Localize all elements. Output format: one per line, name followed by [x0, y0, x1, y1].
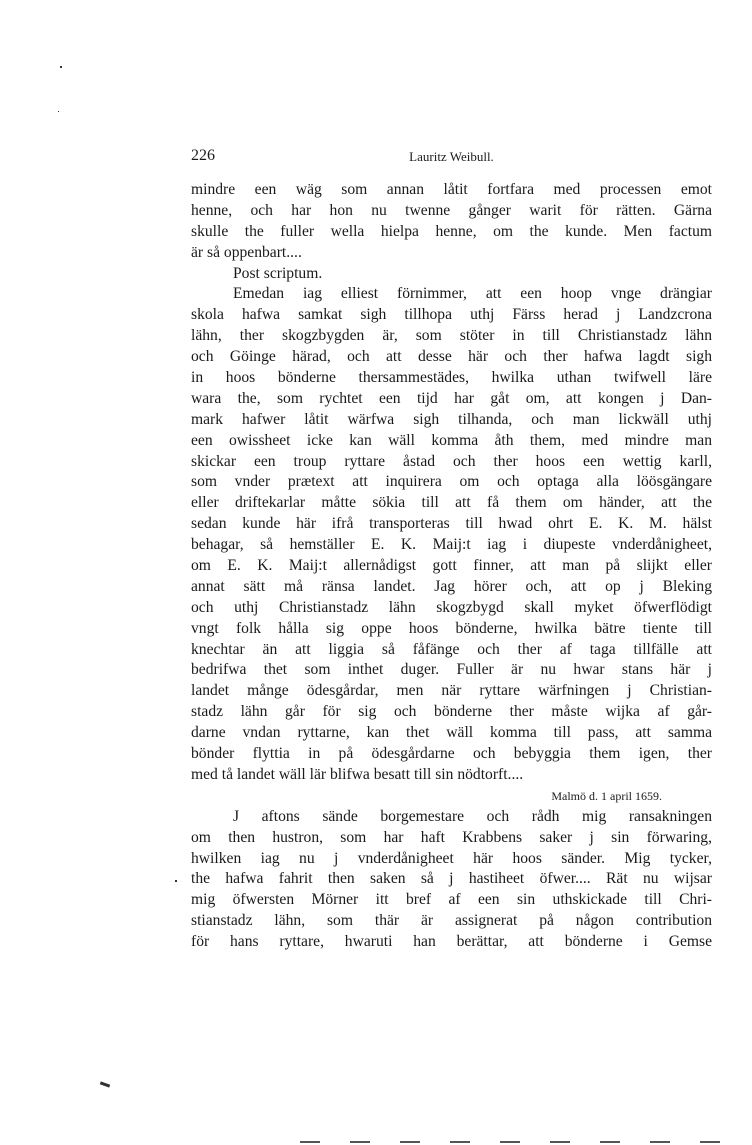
text-line: annat sätt må ränsa landet. Jag hörer och, att op j Bleking	[191, 577, 712, 595]
text-line: henne, och har hon nu twenne gånger warit för rätten. Gärna	[191, 201, 712, 219]
text-line: bönder flyttia in på ödesgårdarne och bebyggia them igen, ther	[191, 745, 712, 763]
text-line: stianstadz lähn, som thär är assignerat på någon contribution	[191, 912, 712, 930]
text-line: hwilken iag nu j vnderdånigheet här hoos sänder. Mig tycker,	[191, 849, 712, 867]
body-text	[191, 180, 712, 953]
text-line: wara the, som rychtet een tijd har gåt om, att kongen j Dan-	[191, 389, 712, 407]
text-line: knechtar än att liggia så fåfänge och ther af taga tillfälle att	[191, 640, 712, 658]
text-line: stadz lähn går för sig och bönderne ther måste wijka af går-	[191, 703, 712, 721]
text-line: som vnder prætext att inquirera om och optaga alla löösgängare	[191, 473, 712, 491]
scan-mark	[100, 1081, 110, 1087]
text-line: behagar, så hemställer E. K. Maij:t iag i diupeste vnderdånigheet,	[191, 536, 712, 554]
text-line: för hans ryttare, hwaruti han berättar, att bönderne i Gemse	[191, 933, 712, 951]
text-line: med tå landet wäll lär blifwa besatt till sin nödtorft....	[191, 765, 524, 783]
text-line: mark hafwer låtit wärfwa sigh tilhanda, och man lickwäll uthj	[191, 410, 712, 428]
post-scriptum-heading: Post scriptum.	[233, 264, 323, 282]
page-header	[191, 146, 712, 166]
text-line: är så oppenbart....	[191, 243, 302, 261]
text-line: om then hustron, som har haft Krabbens saker j sin förwaring,	[191, 828, 712, 846]
text-line: skola hafwa samkat sigh tillhopa uthj Färss herad j Landzcrona	[191, 306, 712, 324]
text-line: och Göinge härad, och att desse här och ther hafwa lagdt sigh	[191, 348, 712, 366]
scan-bottom-edge	[300, 1141, 720, 1143]
text-line: sedan kunde här ifrå transporteras till hwad ohrt E. K. M. hälst	[191, 515, 712, 533]
page-number: 226	[191, 147, 215, 164]
text-line: Emedan iag elliest förnimmer, att een hoop vnge drängiar	[233, 285, 712, 303]
text-line: skickar een troup ryttare åstad och ther hoos een wettig karll,	[191, 452, 712, 470]
text-line: om E. K. Maij:t allernådigst gott finner, att man på slijkt eller	[191, 557, 712, 575]
text-line: landet månge ödesgårdar, men när ryttare wärfningen j Christian-	[191, 682, 712, 700]
text-line: och uthj Christianstadz lähn skogzbygd skall myket öfwerflödigt	[191, 598, 712, 616]
text-line: een owissheet icke kan wäll komma åth them, med mindre man	[191, 431, 712, 449]
text-line: mindre een wäg som annan låtit fortfara med processen emot	[191, 181, 712, 198]
running-title: Lauritz Weibull.	[409, 149, 494, 164]
text-line: skulle the fuller wella hielpa henne, om the kunde. Men factum	[191, 222, 712, 240]
scan-speck	[175, 880, 177, 882]
scan-speck	[58, 111, 59, 112]
text-line: mig öfwersten Mörner itt bref af een sin uthskickade till Chri-	[191, 891, 712, 909]
text-line: lähn, ther skogzbygden är, som stöter in till Christianstadz lähn	[191, 327, 712, 345]
text-line: eller driftekarlar måtte sökia till att få them om händer, att the	[191, 494, 712, 512]
text-line: bedrifwa thet som inthet duger. Fuller är nu hwar stans här j	[191, 661, 712, 679]
dateline: Malmö d. 1 april 1659.	[551, 788, 662, 803]
text-line: J aftons sände borgemestare och rådh mig ransakningen	[233, 807, 712, 825]
text-line: in hoos bönderne thersammestädes, hwilka uthan twifwell läre	[191, 369, 712, 387]
scan-speck	[60, 66, 62, 68]
text-line: vngt folk hålla sig oppe hoos bönderne, hwilka bätre tiente till	[191, 619, 712, 637]
text-line: the hafwa fahrit then saken så j hastiheet öfwer.... Rät nu wijsar	[191, 870, 712, 888]
text-line: darne vndan ryttarne, kan thet wäll komma till pass, att samma	[191, 724, 712, 742]
